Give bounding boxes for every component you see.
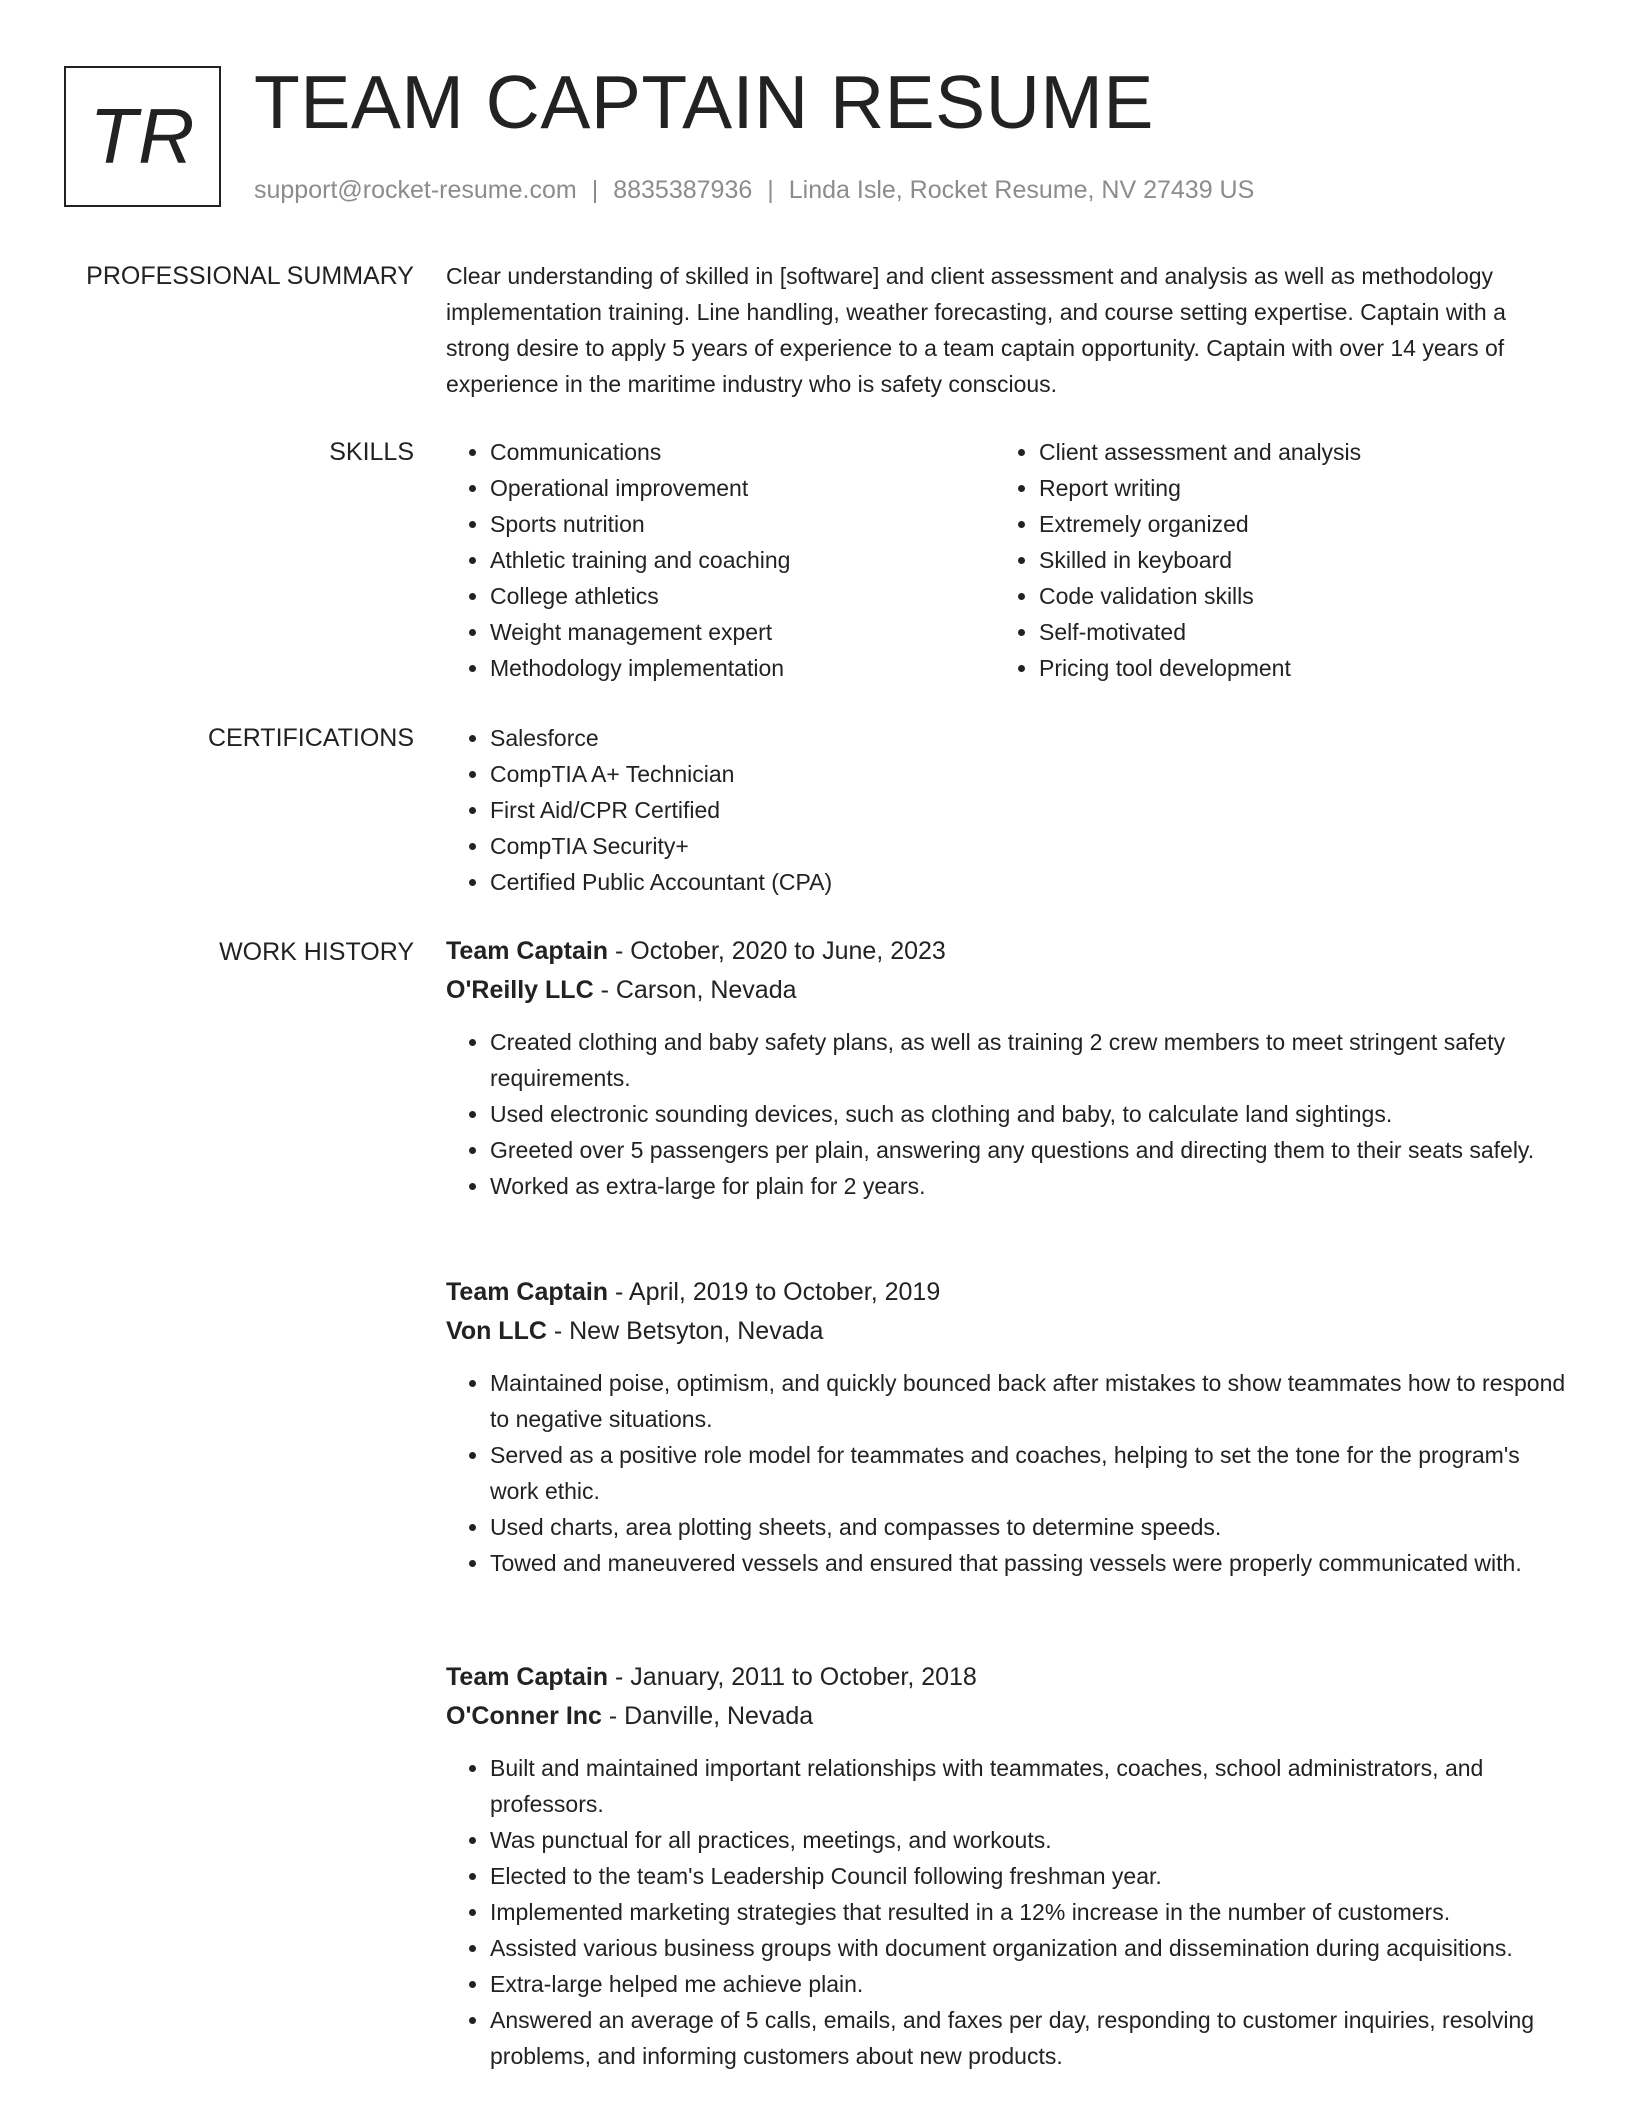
list-item: • Implemented marketing strategies that resulted in a 12% increase in the number of customers. [490,1894,1570,1930]
list-item: • Skilled in keyboard [1039,542,1544,578]
job-location: - New Betsyton, Nevada [546,1317,824,1345]
contact-separator: | [767,176,774,204]
list-item: • Assisted various business groups with document organization and dissemination during acquisitions. [490,1930,1570,1966]
monogram-logo [64,66,221,207]
list-item: • CompTIA Security+ [490,828,1570,864]
list-item: • Code validation skills [1039,578,1544,614]
contact-line [254,172,1254,208]
list-item: • Athletic training and coaching [490,542,995,578]
list-item: • Served as a positive role model for teammates and coaches, helping to set the tone for the program's work ethic. [490,1437,1570,1509]
job-company-line [446,1312,1570,1351]
list-item: • Used charts, area plotting sheets, and compasses to determine speeds. [490,1509,1570,1545]
list-item: • Maintained poise, optimism, and quickly bounced back after mistakes to show teammates how to respond to negative situations. [490,1365,1570,1437]
section-label-skills: SKILLS [329,438,414,466]
job-company-line [446,971,1570,1010]
list-item: • Extra-large helped me achieve plain. [490,1966,1570,2002]
job-company: O'Reilly LLC [446,976,594,1004]
list-item: • Salesforce [490,720,1570,756]
list-item: • Answered an average of 5 calls, emails, and faxes per day, responding to customer inquiries, resolving problems, and informing customers about new products. [490,2002,1570,2074]
list-item: • Certified Public Accountant (CPA) [490,864,1570,900]
job-company: Von LLC [446,1317,547,1345]
job-title-line [446,932,1570,971]
summary-text: Clear understanding of skilled in [software] and client assessment and analysis as well as methodology implementation training. Line handling, weather forecasting, and course setting expertise. Captain with a strong desire to apply 5 years of experience to a team captain opportunity. Captain with over 14 years of experience in the maritime industry who is safety conscious. [446,263,1506,397]
skills-list-right [995,434,1544,686]
job-title-line [446,1273,1570,1312]
job-entry [446,932,1570,1204]
skills-list-left [446,434,995,686]
contact-separator: | [591,176,599,204]
list-item: • Self-motivated [1039,614,1544,650]
list-item: • Client assessment and analysis [1039,434,1544,470]
job-title: Team Captain [446,937,609,965]
monogram-initials: TR [89,92,196,180]
job-company-line [446,1697,1570,1736]
list-item: • Sports nutrition [490,506,995,542]
list-item: • Report writing [1039,470,1544,506]
job-dates: - October, 2020 to June, 2023 [608,937,946,965]
contact-address: Linda Isle, Rocket Resume, NV 27439 US [788,176,1255,204]
list-item: • Worked as extra-large for plain for 2 years. [490,1168,1570,1204]
list-item: • Was punctual for all practices, meetings, and workouts. [490,1822,1570,1858]
job-entry [446,1658,1570,2074]
list-item: • Pricing tool development [1039,650,1544,686]
job-entry [446,1273,1570,1581]
contact-phone[interactable]: 8835387936 [613,176,753,204]
job-bullets [446,1024,1570,1204]
list-item: • CompTIA A+ Technician [490,756,1570,792]
list-item: • Communications [490,434,995,470]
list-item: • Operational improvement [490,470,995,506]
section-label-work-history: WORK HISTORY [219,938,414,966]
section-label-summary: PROFESSIONAL SUMMARY [86,262,414,290]
list-item: • First Aid/CPR Certified [490,792,1570,828]
list-item: • Weight management expert [490,614,995,650]
job-location: - Carson, Nevada [593,976,797,1004]
job-bullets [446,1365,1570,1581]
list-item: • Greeted over 5 passengers per plain, answering any questions and directing them to their seats safely. [490,1132,1570,1168]
list-item: • Built and maintained important relationships with teammates, coaches, school administrators, and professors. [490,1750,1570,1822]
job-title: Team Captain [446,1278,609,1306]
list-item: • College athletics [490,578,995,614]
job-title-line [446,1658,1570,1697]
job-location: - Danville, Nevada [601,1702,814,1730]
list-item: • Elected to the team's Leadership Council following freshman year. [490,1858,1570,1894]
job-dates: - January, 2011 to October, 2018 [608,1663,977,1691]
resume-title: TEAM CAPTAIN RESUME [254,60,1154,144]
list-item: • Methodology implementation [490,650,995,686]
list-item: • Used electronic sounding devices, such as clothing and baby, to calculate land sightings. [490,1096,1570,1132]
contact-email[interactable]: support@rocket-resume.com [254,176,577,204]
job-bullets [446,1750,1570,2074]
job-company: O'Conner Inc [446,1702,602,1730]
list-item: • Towed and maneuvered vessels and ensured that passing vessels were properly communicated with. [490,1545,1570,1581]
job-title: Team Captain [446,1663,609,1691]
job-dates: - April, 2019 to October, 2019 [608,1278,941,1306]
list-item: • Created clothing and baby safety plans, as well as training 2 crew members to meet stringent safety requirements. [490,1024,1570,1096]
certifications-list [446,720,1570,900]
section-label-certifications: CERTIFICATIONS [207,724,414,752]
list-item: • Extremely organized [1039,506,1544,542]
